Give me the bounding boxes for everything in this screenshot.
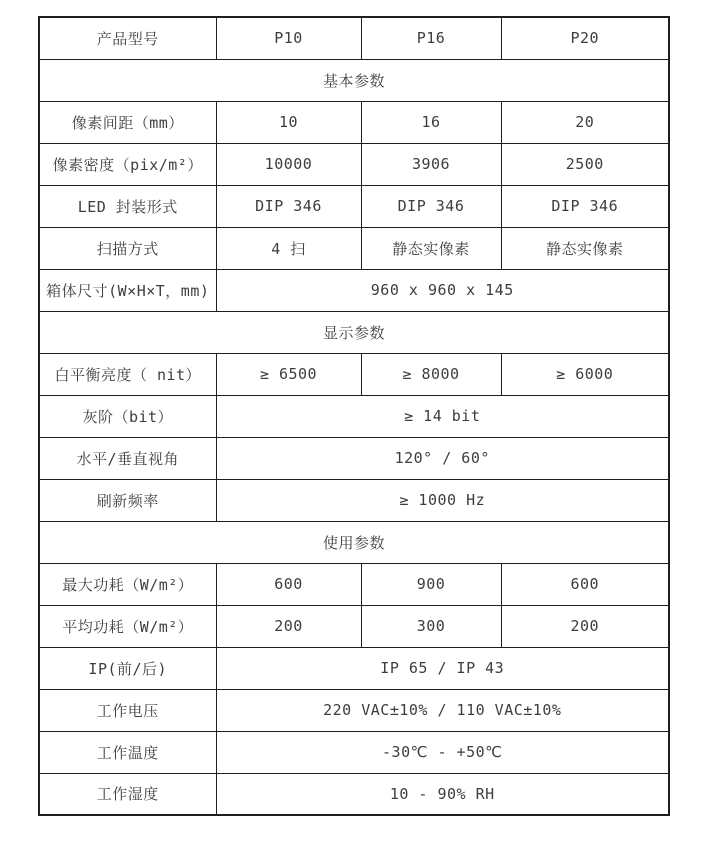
row-label-cell: 白平衡亮度（ nit） xyxy=(39,353,216,395)
spanned-value-cell: 10 - 90% RH xyxy=(216,773,669,815)
value-cell: 静态实像素 xyxy=(501,227,669,269)
row-label-cell: 平均功耗（W/m²） xyxy=(39,605,216,647)
table-row xyxy=(39,563,669,605)
row-label-cell: 像素间距（mm） xyxy=(39,101,216,143)
spanned-value-cell: ≥ 14 bit xyxy=(216,395,669,437)
section-row xyxy=(39,59,669,101)
value-cell: 10000 xyxy=(216,143,361,185)
value-cell: DIP 346 xyxy=(361,185,501,227)
table-row xyxy=(39,479,669,521)
spec-table-body xyxy=(39,17,669,815)
value-cell: DIP 346 xyxy=(216,185,361,227)
value-cell: 3906 xyxy=(361,143,501,185)
model-name-cell: P16 xyxy=(361,17,501,59)
section-header-cell: 使用参数 xyxy=(39,521,669,563)
value-cell: 600 xyxy=(216,563,361,605)
spanned-value-cell: 960 x 960 x 145 xyxy=(216,269,669,311)
model-name-cell: P10 xyxy=(216,17,361,59)
table-row xyxy=(39,773,669,815)
table-row xyxy=(39,605,669,647)
table-row xyxy=(39,395,669,437)
section-row xyxy=(39,521,669,563)
table-row xyxy=(39,101,669,143)
model-header-label-cell: 产品型号 xyxy=(39,17,216,59)
value-cell: 静态实像素 xyxy=(361,227,501,269)
value-cell: ≥ 6000 xyxy=(501,353,669,395)
spanned-value-cell: ≥ 1000 Hz xyxy=(216,479,669,521)
table-row xyxy=(39,689,669,731)
table-row xyxy=(39,185,669,227)
spanned-value-cell: IP 65 / IP 43 xyxy=(216,647,669,689)
value-cell: 20 xyxy=(501,101,669,143)
value-cell: 10 xyxy=(216,101,361,143)
spanned-value-cell: 220 VAC±10% / 110 VAC±10% xyxy=(216,689,669,731)
table-row xyxy=(39,227,669,269)
value-cell: 200 xyxy=(216,605,361,647)
row-label-cell: LED 封装形式 xyxy=(39,185,216,227)
row-label-cell: 工作湿度 xyxy=(39,773,216,815)
table-row xyxy=(39,731,669,773)
table-row xyxy=(39,353,669,395)
value-cell: ≥ 6500 xyxy=(216,353,361,395)
row-label-cell: 像素密度（pix/m²） xyxy=(39,143,216,185)
table-row xyxy=(39,17,669,59)
section-header-cell: 基本参数 xyxy=(39,59,669,101)
row-label-cell: 箱体尺寸(W×H×T，mm) xyxy=(39,269,216,311)
section-row xyxy=(39,311,669,353)
section-header-cell: 显示参数 xyxy=(39,311,669,353)
spanned-value-cell: 120° / 60° xyxy=(216,437,669,479)
spec-table xyxy=(38,16,670,816)
value-cell: ≥ 8000 xyxy=(361,353,501,395)
value-cell: 200 xyxy=(501,605,669,647)
model-name-cell: P20 xyxy=(501,17,669,59)
table-row xyxy=(39,143,669,185)
value-cell: 300 xyxy=(361,605,501,647)
spanned-value-cell: -30℃ - +50℃ xyxy=(216,731,669,773)
value-cell: 16 xyxy=(361,101,501,143)
row-label-cell: 最大功耗（W/m²） xyxy=(39,563,216,605)
row-label-cell: 扫描方式 xyxy=(39,227,216,269)
table-row xyxy=(39,437,669,479)
row-label-cell: 水平/垂直视角 xyxy=(39,437,216,479)
table-row xyxy=(39,647,669,689)
row-label-cell: 灰阶（bit） xyxy=(39,395,216,437)
value-cell: 600 xyxy=(501,563,669,605)
value-cell: 900 xyxy=(361,563,501,605)
value-cell: 4 扫 xyxy=(216,227,361,269)
row-label-cell: 工作温度 xyxy=(39,731,216,773)
row-label-cell: 刷新频率 xyxy=(39,479,216,521)
value-cell: DIP 346 xyxy=(501,185,669,227)
row-label-cell: 工作电压 xyxy=(39,689,216,731)
value-cell: 2500 xyxy=(501,143,669,185)
row-label-cell: IP(前/后) xyxy=(39,647,216,689)
table-row xyxy=(39,269,669,311)
